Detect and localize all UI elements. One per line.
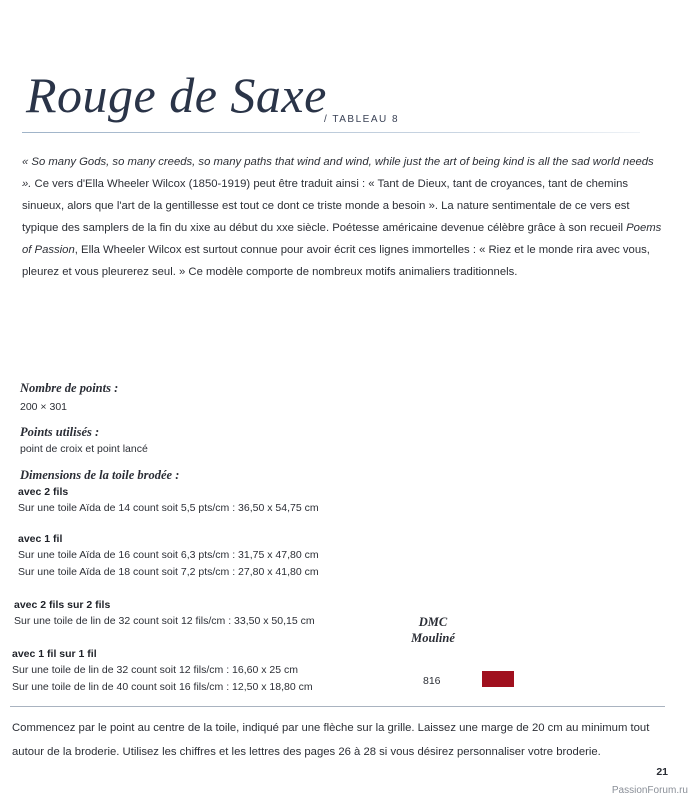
dimension-line: Sur une toile Aïda de 16 count soit 6,3 pts/cm : 31,75 x 47,80 cm (18, 549, 319, 561)
page-number: 21 (656, 766, 668, 778)
intro-quote: « So many Gods, so many creeds, so many paths that wind and wind, while just the art of being kind is all the sad world needs ». (22, 156, 654, 190)
watermark: PassionForum.ru (611, 785, 688, 796)
intro-text-2: , Ella Wheeler Wilcox est surtout connue pour avoir écrit ces lignes immortelles : « Riez et le monde rira avec vous, pleurez et vous pleurerez seul. » Ce modèle comporte de nombreux motifs animaliers traditionnels. (22, 244, 650, 278)
dmc-label: DMC (418, 615, 448, 629)
points-count-value: 200 × 301 (20, 401, 68, 413)
intro-paragraph (22, 151, 662, 283)
group-heading-1-thread: avec 1 fil (18, 533, 63, 545)
group-heading-1-over-1: avec 1 fil sur 1 fil (12, 648, 97, 660)
title-divider (22, 132, 640, 133)
mouline-label: Mouliné (411, 631, 455, 645)
group-heading-2-threads: avec 2 fils (18, 486, 69, 498)
dimensions-label: Dimensions de la toile brodée : (20, 468, 180, 482)
points-count-label: Nombre de points : (20, 381, 119, 395)
footer-instructions: Commencez par le point au centre de la toile, indiqué par une flèche sur la grille. Laissez une marge de 20 cm au minimum tout autour de la broderie. Utilisez les chiffres et les lettres des pages 26 à 28 si vous désirez personnaliser votre broderie. (12, 722, 650, 758)
dmc-header (393, 614, 473, 646)
footer-divider (10, 706, 665, 707)
page-title: Rouge de Saxe (26, 67, 327, 123)
color-swatch (482, 671, 514, 687)
dimension-line: Sur une toile de lin de 32 count soit 12 fils/cm : 16,60 x 25 cm (12, 664, 298, 676)
tableau-label: / TABLEAU 8 (324, 114, 400, 125)
dimension-line: Sur une toile de lin de 40 count soit 16 fils/cm : 12,50 x 18,80 cm (12, 681, 313, 693)
dmc-code: 816 (423, 675, 441, 687)
group-heading-2-over-2: avec 2 fils sur 2 fils (14, 599, 111, 611)
stitches-used-value: point de croix et point lancé (20, 443, 148, 455)
intro-book-title: Poems of Passion (22, 222, 662, 256)
dimension-line: Sur une toile Aïda de 14 count soit 5,5 pts/cm : 36,50 x 54,75 cm (18, 502, 319, 514)
stitches-used-label: Points utilisés : (20, 425, 100, 439)
intro-text-1: Ce vers d'Ella Wheeler Wilcox (1850-1919) peut être traduit ainsi : « Tant de Dieux, tant de croyances, tant de chemins sinueux, alors que l'art de la gentillesse est tout ce dont ce triste monde a besoin ». La nature sentimentale de ce vers est typique des samplers de la fin du xixe au début du xxe siècle. Poétesse américaine devenue célèbre grâce à son recueil (22, 178, 630, 234)
dimension-line: Sur une toile Aïda de 18 count soit 7,2 pts/cm : 27,80 x 41,80 cm (18, 566, 319, 578)
dimension-line: Sur une toile de lin de 32 count soit 12 fils/cm : 33,50 x 50,15 cm (14, 615, 315, 627)
